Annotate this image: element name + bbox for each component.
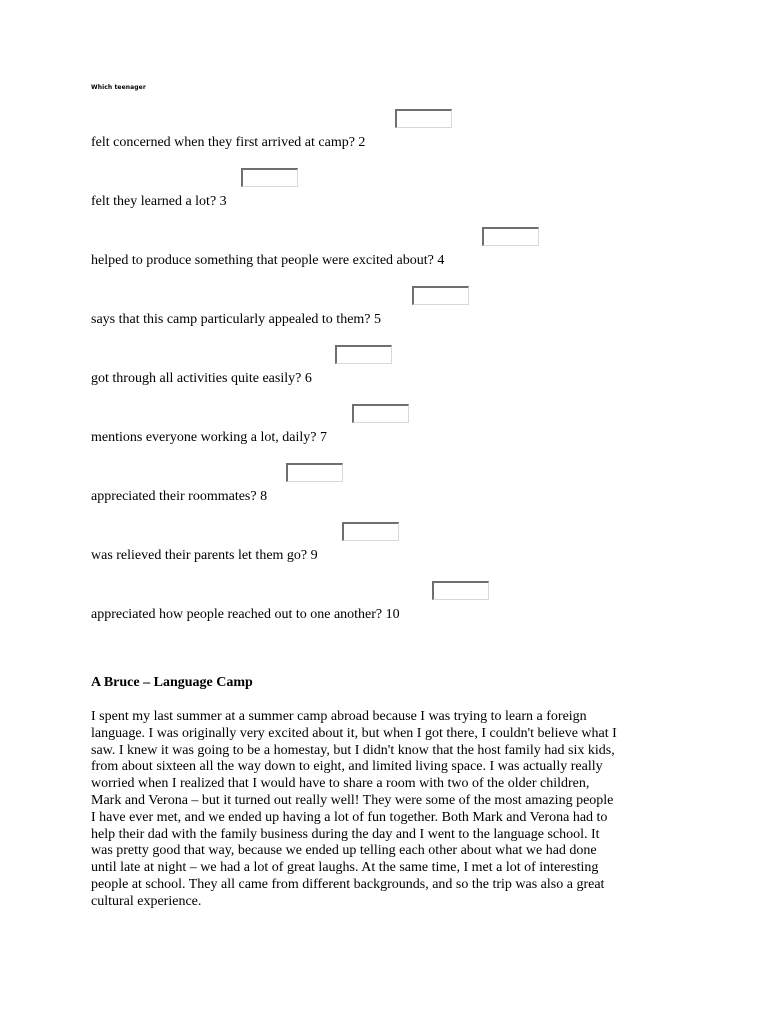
- passage-line: language. I was originally very excited about it, but when I got there, I couldn't believe what I: [91, 725, 617, 741]
- question-text: felt concerned when they first arrived at camp? 2: [91, 135, 366, 150]
- passage-text: [91, 709, 691, 911]
- question-item: [0, 463, 768, 503]
- question-item: [0, 168, 768, 208]
- passage-line: I have ever met, and we ended up having a lot of fun together. Both Mark and Verona had to: [91, 809, 608, 825]
- question-item: [0, 404, 768, 444]
- answer-input-box[interactable]: [482, 227, 539, 246]
- question-text: says that this camp particularly appealed to them? 5: [91, 312, 382, 327]
- question-text: helped to produce something that people were excited about? 4: [91, 253, 445, 268]
- question-item: [0, 345, 768, 385]
- passage-line: I spent my last summer at a summer camp abroad because I was trying to learn a foreign: [91, 709, 587, 724]
- instructions-heading: Which teenager: [91, 84, 146, 91]
- passage-line: help their dad with the family business during the day and I went to the language school. It: [91, 826, 600, 842]
- section-title: A Bruce – Language Camp: [91, 675, 253, 690]
- answer-input-box[interactable]: [335, 345, 392, 364]
- passage-line: was pretty good that way, because we ended up telling each other about what we had done: [91, 843, 597, 859]
- answer-input-box[interactable]: [432, 581, 489, 600]
- question-text: was relieved their parents let them go? 9: [91, 548, 318, 563]
- answer-input-box[interactable]: [395, 109, 452, 128]
- passage-line: until late at night – we had a lot of great laughs. At the same time, I met a lot of interesting: [91, 860, 599, 876]
- question-item: [0, 522, 768, 562]
- passage-line: cultural experience.: [91, 893, 202, 909]
- question-item: [0, 286, 768, 326]
- answer-input-box[interactable]: [352, 404, 409, 423]
- question-text: appreciated their roommates? 8: [91, 489, 268, 504]
- answer-input-box[interactable]: [286, 463, 343, 482]
- question-item: [0, 581, 768, 621]
- passage-line: saw. I knew it was going to be a homestay, but I didn't know that the host family had six kids,: [91, 742, 615, 758]
- passage-line: worried when I realized that I would have to share a room with two of the older children,: [91, 776, 590, 792]
- passage-line: people at school. They all came from different backgrounds, and so the trip was also a great: [91, 876, 605, 892]
- question-item: [0, 109, 768, 149]
- passage-line: Mark and Verona – but it turned out really well! They were some of the most amazing people: [91, 792, 614, 808]
- answer-input-box[interactable]: [342, 522, 399, 541]
- answer-input-box[interactable]: [412, 286, 469, 305]
- question-text: appreciated how people reached out to one another? 10: [91, 607, 400, 622]
- question-text: got through all activities quite easily? 6: [91, 371, 312, 386]
- answer-input-box[interactable]: [241, 168, 298, 187]
- question-text: mentions everyone working a lot, daily? 7: [91, 430, 327, 445]
- question-item: [0, 227, 768, 267]
- question-text: felt they learned a lot? 3: [91, 194, 227, 209]
- passage-line: from about sixteen all the way down to eight, and limited living space. I was actually really: [91, 759, 603, 775]
